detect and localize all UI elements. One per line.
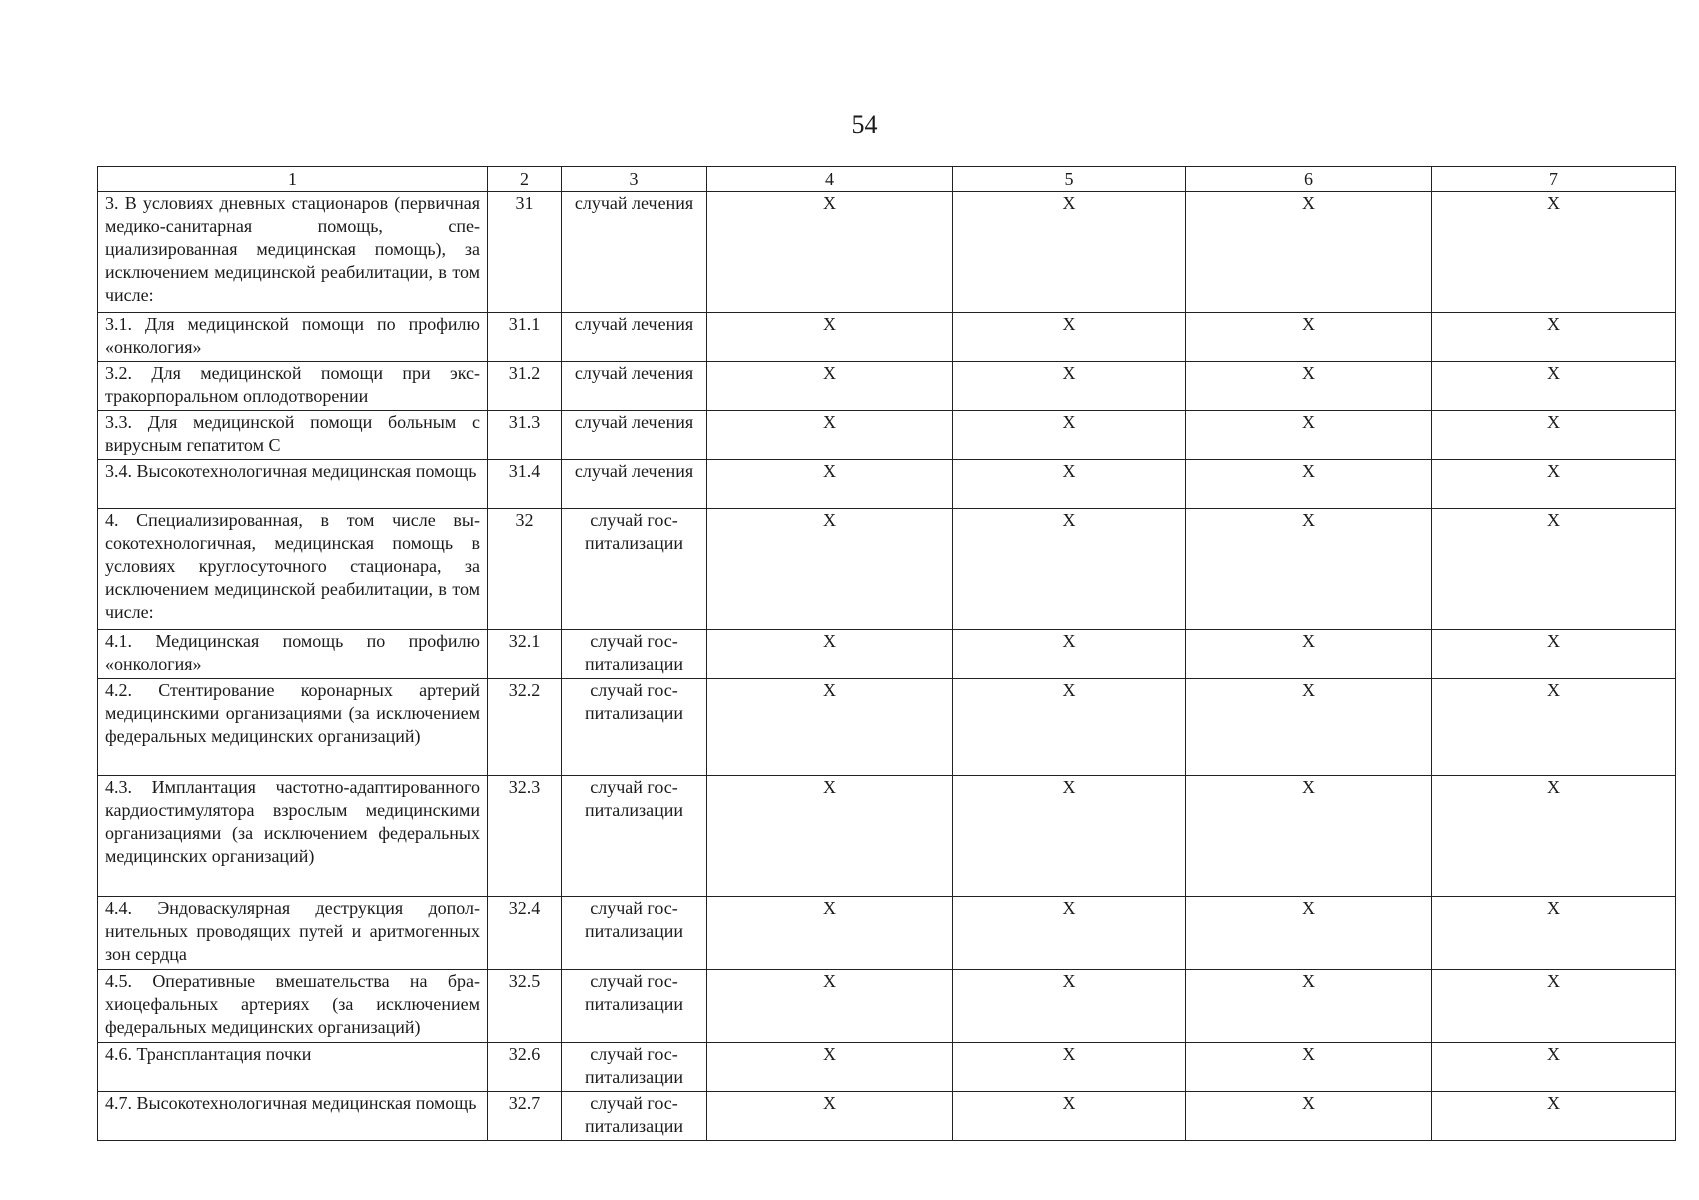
row-col5-cell: X bbox=[953, 776, 1186, 897]
row-col6-cell: X bbox=[1186, 679, 1432, 776]
row-col7-cell: X bbox=[1432, 192, 1676, 313]
row-col5-cell: X bbox=[953, 192, 1186, 313]
row-unit-cell: случай госпитализации bbox=[562, 970, 707, 1043]
row-col6-cell: X bbox=[1186, 362, 1432, 411]
table-body bbox=[98, 192, 1676, 1141]
row-col7-cell: X bbox=[1432, 362, 1676, 411]
row-unit-cell: случай госпитализации bbox=[562, 1043, 707, 1092]
row-col4-cell: X bbox=[707, 192, 953, 313]
row-name-cell: 4.5. Оперативные вмешательства на брахиоцефальных артериях (за исключением федеральных медицинских организаций) bbox=[98, 970, 488, 1043]
row-code-cell: 31.3 bbox=[488, 411, 562, 460]
row-code-cell: 32.2 bbox=[488, 679, 562, 776]
row-col4-cell: X bbox=[707, 776, 953, 897]
row-code-cell: 32.7 bbox=[488, 1092, 562, 1141]
header-col-7: 7 bbox=[1432, 167, 1676, 192]
table-row bbox=[98, 509, 1676, 630]
row-col6-cell: X bbox=[1186, 970, 1432, 1043]
table-row bbox=[98, 776, 1676, 897]
row-unit-cell: случай госпитализации bbox=[562, 509, 707, 630]
row-name-cell: 3.1. Для медицинской помощи по профилю «онкология» bbox=[98, 313, 488, 362]
row-col7-cell: X bbox=[1432, 630, 1676, 679]
row-col4-cell: X bbox=[707, 970, 953, 1043]
header-col-1: 1 bbox=[98, 167, 488, 192]
row-unit-cell: случай лечения bbox=[562, 411, 707, 460]
row-col5-cell: X bbox=[953, 313, 1186, 362]
row-col5-cell: X bbox=[953, 460, 1186, 509]
row-name-cell: 4.4. Эндоваскулярная деструкция дополнительных проводящих путей и аритмогенных зон сердца bbox=[98, 897, 488, 970]
row-name-cell: 3.3. Для медицинской помощи больным с вирусным гепатитом С bbox=[98, 411, 488, 460]
row-unit-cell: случай госпитализации bbox=[562, 679, 707, 776]
row-col7-cell: X bbox=[1432, 411, 1676, 460]
table-row bbox=[98, 192, 1676, 313]
header-col-3: 3 bbox=[562, 167, 707, 192]
row-col7-cell: X bbox=[1432, 679, 1676, 776]
row-col4-cell: X bbox=[707, 630, 953, 679]
row-unit-cell: случай госпитализации bbox=[562, 776, 707, 897]
row-col6-cell: X bbox=[1186, 1092, 1432, 1141]
header-col-6: 6 bbox=[1186, 167, 1432, 192]
table-row bbox=[98, 1092, 1676, 1141]
row-col4-cell: X bbox=[707, 1092, 953, 1141]
row-unit-cell: случай госпитализации bbox=[562, 897, 707, 970]
row-col7-cell: X bbox=[1432, 509, 1676, 630]
row-col7-cell: X bbox=[1432, 460, 1676, 509]
row-code-cell: 31.1 bbox=[488, 313, 562, 362]
row-code-cell: 31 bbox=[488, 192, 562, 313]
row-col7-cell: X bbox=[1432, 1092, 1676, 1141]
row-name-cell: 4.2. Стентирование коронарных артерий медицинскими организациями (за исключением федеральных медицинских организаций) bbox=[98, 679, 488, 776]
row-code-cell: 32.3 bbox=[488, 776, 562, 897]
table-row bbox=[98, 411, 1676, 460]
row-col6-cell: X bbox=[1186, 630, 1432, 679]
table-row bbox=[98, 630, 1676, 679]
row-col5-cell: X bbox=[953, 897, 1186, 970]
row-unit-cell: случай лечения bbox=[562, 460, 707, 509]
row-col6-cell: X bbox=[1186, 460, 1432, 509]
row-unit-cell: случай госпитализации bbox=[562, 630, 707, 679]
row-name-cell: 4.1. Медицинская помощь по профилю «онкология» bbox=[98, 630, 488, 679]
row-col5-cell: X bbox=[953, 1043, 1186, 1092]
row-code-cell: 32.5 bbox=[488, 970, 562, 1043]
row-col4-cell: X bbox=[707, 679, 953, 776]
row-col5-cell: X bbox=[953, 970, 1186, 1043]
row-name-cell: 4.7. Высокотехнологичная медицинская помощь bbox=[98, 1092, 488, 1141]
row-name-cell: 3. В условиях дневных стационаров (первичная медико-санитарная помощь, специализированная медицинская помощь), за исключением медицинской реабилитации, в том числе: bbox=[98, 192, 488, 313]
row-code-cell: 32.4 bbox=[488, 897, 562, 970]
row-col7-cell: X bbox=[1432, 313, 1676, 362]
row-unit-cell: случай лечения bbox=[562, 362, 707, 411]
row-col5-cell: X bbox=[953, 411, 1186, 460]
row-col7-cell: X bbox=[1432, 776, 1676, 897]
row-col7-cell: X bbox=[1432, 897, 1676, 970]
row-col5-cell: X bbox=[953, 509, 1186, 630]
header-col-4: 4 bbox=[707, 167, 953, 192]
row-code-cell: 32.6 bbox=[488, 1043, 562, 1092]
row-name-cell: 4.6. Трансплантация почки bbox=[98, 1043, 488, 1092]
row-col4-cell: X bbox=[707, 1043, 953, 1092]
row-unit-cell: случай лечения bbox=[562, 313, 707, 362]
row-col4-cell: X bbox=[707, 460, 953, 509]
table-row bbox=[98, 897, 1676, 970]
header-col-2: 2 bbox=[488, 167, 562, 192]
row-col4-cell: X bbox=[707, 897, 953, 970]
header-row bbox=[98, 167, 1676, 192]
row-col5-cell: X bbox=[953, 362, 1186, 411]
row-col7-cell: X bbox=[1432, 970, 1676, 1043]
row-col4-cell: X bbox=[707, 509, 953, 630]
row-col5-cell: X bbox=[953, 679, 1186, 776]
row-col4-cell: X bbox=[707, 313, 953, 362]
row-col4-cell: X bbox=[707, 411, 953, 460]
row-col6-cell: X bbox=[1186, 776, 1432, 897]
table-row bbox=[98, 1043, 1676, 1092]
row-col6-cell: X bbox=[1186, 1043, 1432, 1092]
row-name-cell: 4.3. Имплантация частотно-адаптированного кардиостимулятора взрослым медицинскими организациями (за исключением федеральных медицинских организаций) bbox=[98, 776, 488, 897]
table-row bbox=[98, 970, 1676, 1043]
row-name-cell: 3.4. Высокотехнологичная медицинская помощь bbox=[98, 460, 488, 509]
row-code-cell: 32.1 bbox=[488, 630, 562, 679]
table-row bbox=[98, 679, 1676, 776]
page-number: 54 bbox=[851, 110, 878, 139]
row-col6-cell: X bbox=[1186, 313, 1432, 362]
table-row bbox=[98, 460, 1676, 509]
row-col7-cell: X bbox=[1432, 1043, 1676, 1092]
row-col6-cell: X bbox=[1186, 411, 1432, 460]
row-unit-cell: случай лечения bbox=[562, 192, 707, 313]
row-code-cell: 31.4 bbox=[488, 460, 562, 509]
data-table bbox=[97, 166, 1676, 1141]
header-col-5: 5 bbox=[953, 167, 1186, 192]
row-col6-cell: X bbox=[1186, 509, 1432, 630]
row-code-cell: 31.2 bbox=[488, 362, 562, 411]
row-unit-cell: случай госпитализации bbox=[562, 1092, 707, 1141]
row-col6-cell: X bbox=[1186, 897, 1432, 970]
row-code-cell: 32 bbox=[488, 509, 562, 630]
row-name-cell: 3.2. Для медицинской помощи при экстракорпоральном оплодотворении bbox=[98, 362, 488, 411]
row-name-cell: 4. Специализированная, в том числе высокотехнологичная, медицинская помощь в условиях круглосуточного стационара, за исключением медицинской реабилитации, в том числе: bbox=[98, 509, 488, 630]
table-row bbox=[98, 362, 1676, 411]
row-col5-cell: X bbox=[953, 630, 1186, 679]
row-col5-cell: X bbox=[953, 1092, 1186, 1141]
table-row bbox=[98, 313, 1676, 362]
row-col6-cell: X bbox=[1186, 192, 1432, 313]
row-col4-cell: X bbox=[707, 362, 953, 411]
